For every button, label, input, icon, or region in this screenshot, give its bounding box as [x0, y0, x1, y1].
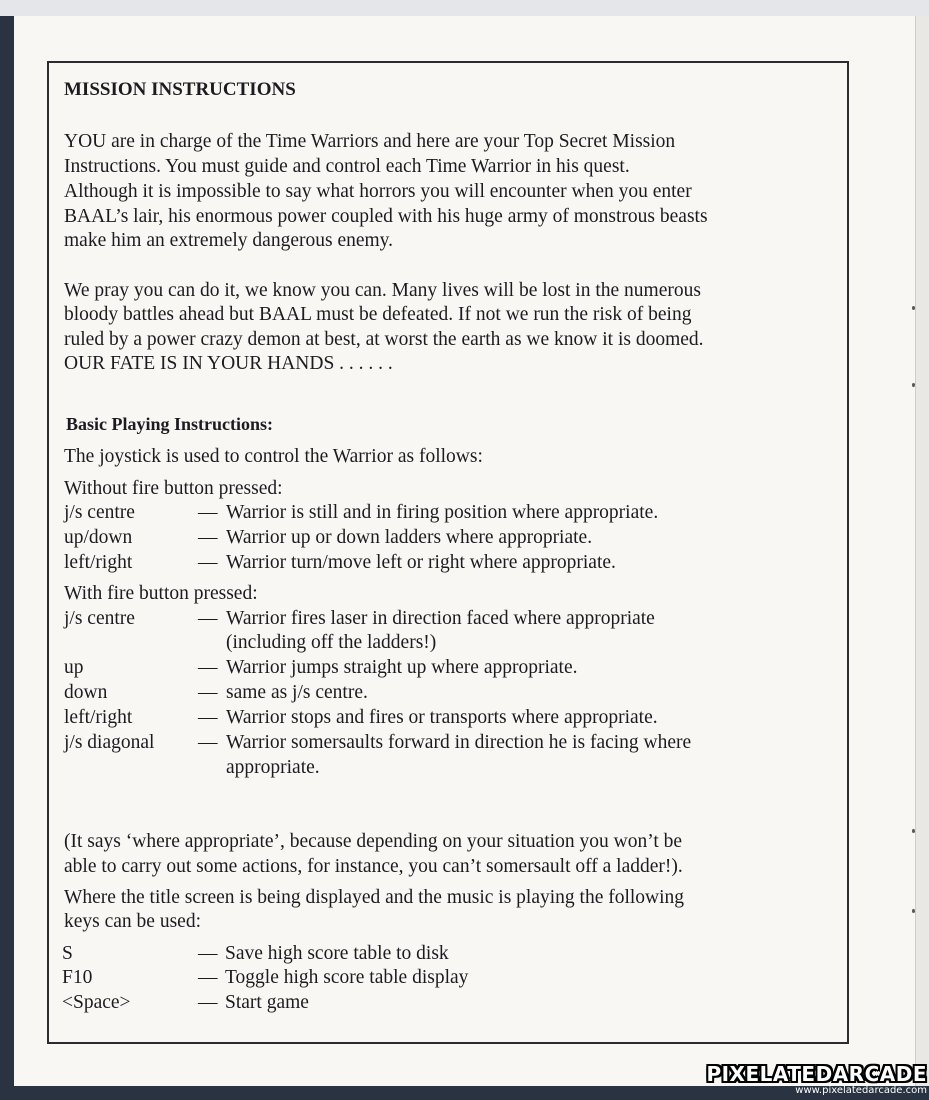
prayer-line: OUR FATE IS IN YOUR HANDS . . . . . . — [64, 353, 393, 374]
control-description: same as j/s centre. — [226, 682, 368, 703]
control-dash: — — [198, 657, 218, 678]
prayer-line: bloody battles ahead but BAAL must be defeated. If not we run the risk of being — [64, 304, 692, 325]
control-description: Warrior fires laser in direction faced where appropriate — [226, 608, 655, 629]
control-key: down — [64, 682, 108, 703]
control-dash: — — [198, 502, 218, 523]
basic-instructions-heading: Basic Playing Instructions: — [66, 414, 274, 434]
page-speck — [912, 383, 915, 387]
prayer-line: We pray you can do it, we know you can. Many lives will be lost in the numerous — [64, 280, 701, 301]
title-screen-line: Where the title screen is being displayed and the music is playing the following — [64, 887, 685, 908]
control-description: Warrior somersaults forward in direction he is facing where — [226, 732, 692, 753]
key-description: Save high score table to disk — [225, 943, 449, 964]
control-key: up/down — [64, 527, 133, 548]
intro-line: BAAL’s lair, his enormous power coupled with his huge army of monstrous beasts — [64, 206, 708, 227]
prayer-line: ruled by a power crazy demon at best, at worst the earth as we know it is doomed. — [64, 329, 704, 350]
control-key: j/s centre — [64, 502, 135, 523]
page-speck — [912, 909, 915, 913]
intro-line: make him an extremely dangerous enemy. — [64, 230, 394, 251]
key-dash: — — [198, 967, 218, 988]
intro-line: YOU are in charge of the Time Warriors and here are your Top Secret Mission — [64, 131, 676, 152]
control-key: j/s centre — [64, 608, 135, 629]
control-dash: — — [198, 527, 218, 548]
control-key: left/right — [64, 552, 133, 573]
intro-line: Although it is impossible to say what horrors you will encounter when you enter — [64, 181, 692, 202]
keyboard-key: S — [62, 943, 73, 964]
mission-heading: MISSION INSTRUCTIONS — [64, 79, 296, 100]
control-dash: — — [198, 552, 218, 573]
without-fire-label: Without fire button pressed: — [64, 478, 283, 499]
pixelatedarcade-watermark — [706, 1062, 927, 1097]
background-strip-top — [0, 0, 929, 16]
key-dash: — — [198, 992, 218, 1013]
control-description: Warrior is still and in firing position where appropriate. — [226, 502, 659, 523]
control-dash: — — [198, 732, 218, 753]
control-description: Warrior stops and fires or transports where appropriate. — [226, 707, 658, 728]
page-speck — [912, 829, 915, 833]
key-dash: — — [198, 943, 218, 964]
control-key: up — [64, 657, 84, 678]
control-dash: — — [198, 682, 218, 703]
key-description: Toggle high score table display — [225, 967, 469, 988]
watermark-url: www.pixelatedarcade.com — [795, 1085, 927, 1096]
control-dash: — — [198, 707, 218, 728]
control-dash: — — [198, 608, 218, 629]
control-description: Warrior jumps straight up where appropriate. — [226, 657, 578, 678]
watermark-name: PIXELATEDARCADE — [706, 1062, 927, 1086]
next-page-edge — [915, 16, 929, 1086]
title-screen-line: keys can be used: — [64, 911, 201, 932]
page-speck — [912, 306, 915, 310]
keyboard-key: <Space> — [62, 992, 131, 1013]
control-description-continued: appropriate. — [226, 757, 320, 778]
control-key: j/s diagonal — [64, 732, 155, 753]
note-line: able to carry out some actions, for instance, you can’t somersault off a ladder!). — [64, 856, 683, 877]
intro-line: Instructions. You must guide and control each Time Warrior in his quest. — [64, 156, 630, 177]
with-fire-label: With fire button pressed: — [64, 583, 258, 604]
control-description: Warrior turn/move left or right where appropriate. — [226, 552, 616, 573]
key-description: Start game — [225, 992, 309, 1013]
note-line: (It says ‘where appropriate’, because depending on your situation you won’t be — [64, 831, 683, 852]
control-description: Warrior up or down ladders where appropriate. — [226, 527, 593, 548]
control-description-continued: (including off the ladders!) — [226, 632, 437, 653]
keyboard-key: F10 — [62, 967, 93, 988]
joystick-intro: The joystick is used to control the Warrior as follows: — [64, 446, 483, 467]
control-key: left/right — [64, 707, 133, 728]
